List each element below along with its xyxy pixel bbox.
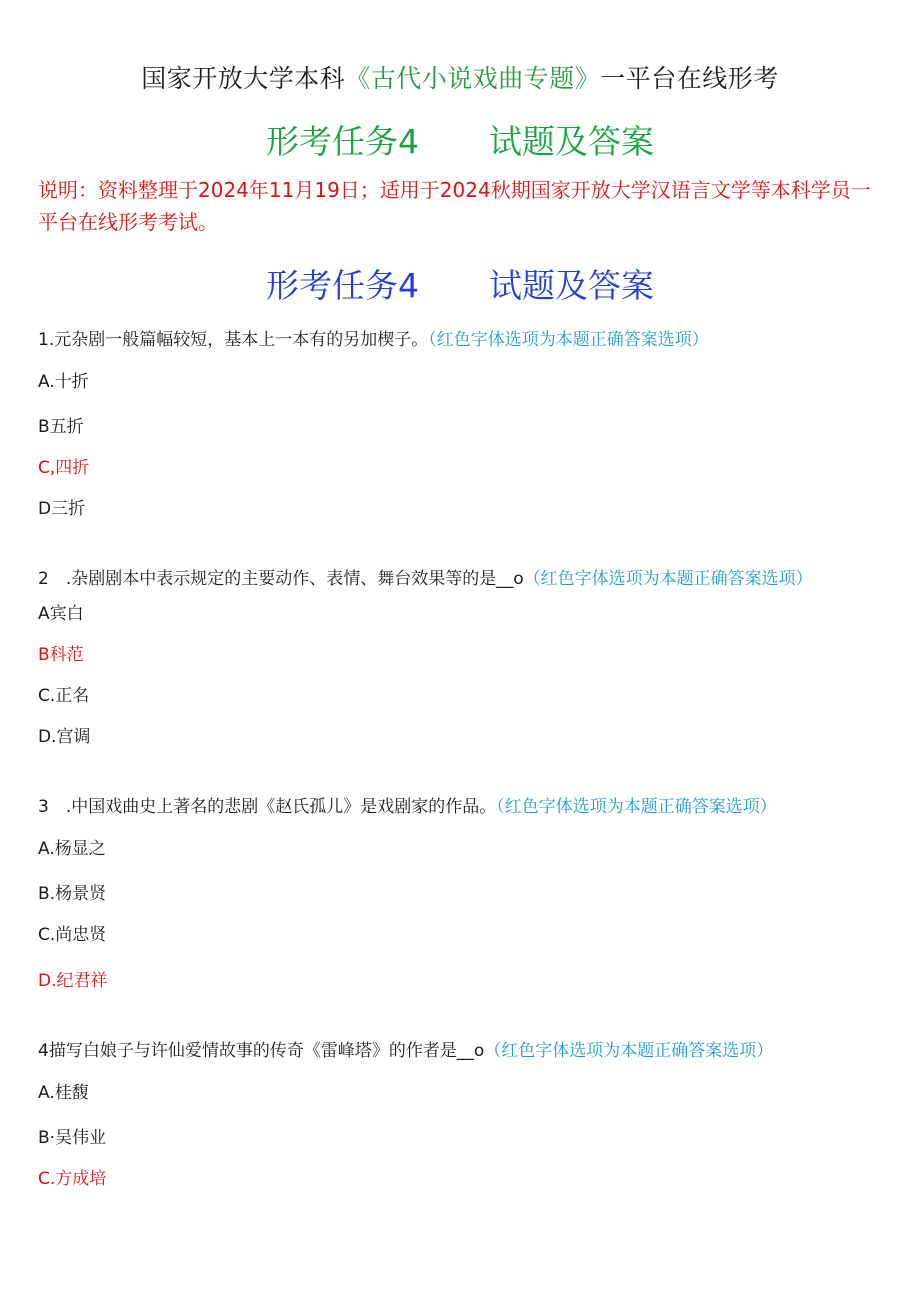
- heading-answers: 试题及答案: [489, 266, 654, 305]
- course-name: 《古代小说戏曲专题》: [345, 64, 601, 93]
- option-item-correct: D.纪君祥: [38, 971, 108, 991]
- answer-hint: （红色字体选项为本题正确答案选项）: [428, 330, 709, 350]
- question-stem: 1.元杂剧一般篇幅较短，基本上一本有的另加楔子。（红色字体选项为本题正确答案选项）: [38, 330, 709, 350]
- option-item: A宾白: [38, 604, 84, 624]
- question-stem: 3 .中国戏曲史上著名的悲剧《赵氏孤儿》是戏剧家的作品。（红色字体选项为本题正确答案选项）: [38, 797, 777, 817]
- page-title: [0, 60, 920, 98]
- option-item: D.宫调: [38, 727, 91, 747]
- option-item: C.正名: [38, 686, 90, 706]
- answer-hint: （红色字体选项为本题正确答案选项）: [496, 797, 777, 817]
- option-item: B.杨景贤: [38, 884, 107, 904]
- section-heading-blue: [0, 264, 920, 308]
- title-suffix: 一平台在线形考: [600, 64, 779, 93]
- option-item: A.十折: [38, 372, 89, 392]
- answer-hint: （红色字体选项为本题正确答案选项）: [484, 1041, 774, 1061]
- option-item: A.桂馥: [38, 1083, 89, 1103]
- option-item-correct: C,四折: [38, 458, 90, 478]
- answer-hint: （红色字体选项为本题正确答案选项）: [523, 569, 813, 589]
- heading-answers: 试题及答案: [489, 122, 654, 161]
- option-item: B五折: [38, 417, 84, 437]
- heading-task: 形考任务4: [266, 122, 419, 161]
- option-item: D三折: [38, 499, 86, 519]
- option-item: C.尚忠贤: [38, 925, 107, 945]
- option-item-correct: C.方成培: [38, 1169, 107, 1189]
- option-item-correct: B科范: [38, 645, 84, 665]
- option-item: B·吴伟业: [38, 1128, 107, 1148]
- title-prefix: 国家开放大学本科: [141, 64, 346, 93]
- option-item: A.杨显之: [38, 839, 106, 859]
- question-stem: 2 .杂剧剧本中表示规定的主要动作、表情、舞台效果等的是__o（红色字体选项为本题正确答案选项）: [38, 569, 813, 589]
- question-stem: 4描写白娘子与许仙爱情故事的传奇《雷峰塔》的作者是__o（红色字体选项为本题正确答案选项）: [38, 1041, 774, 1061]
- section-heading-green: [0, 120, 920, 164]
- heading-task: 形考任务4: [266, 266, 419, 305]
- note-text: 说明：资料整理于2024年11月19日；适用于2024秋期国家开放大学汉语言文学等本科学员一平台在线形考考试。: [38, 178, 871, 234]
